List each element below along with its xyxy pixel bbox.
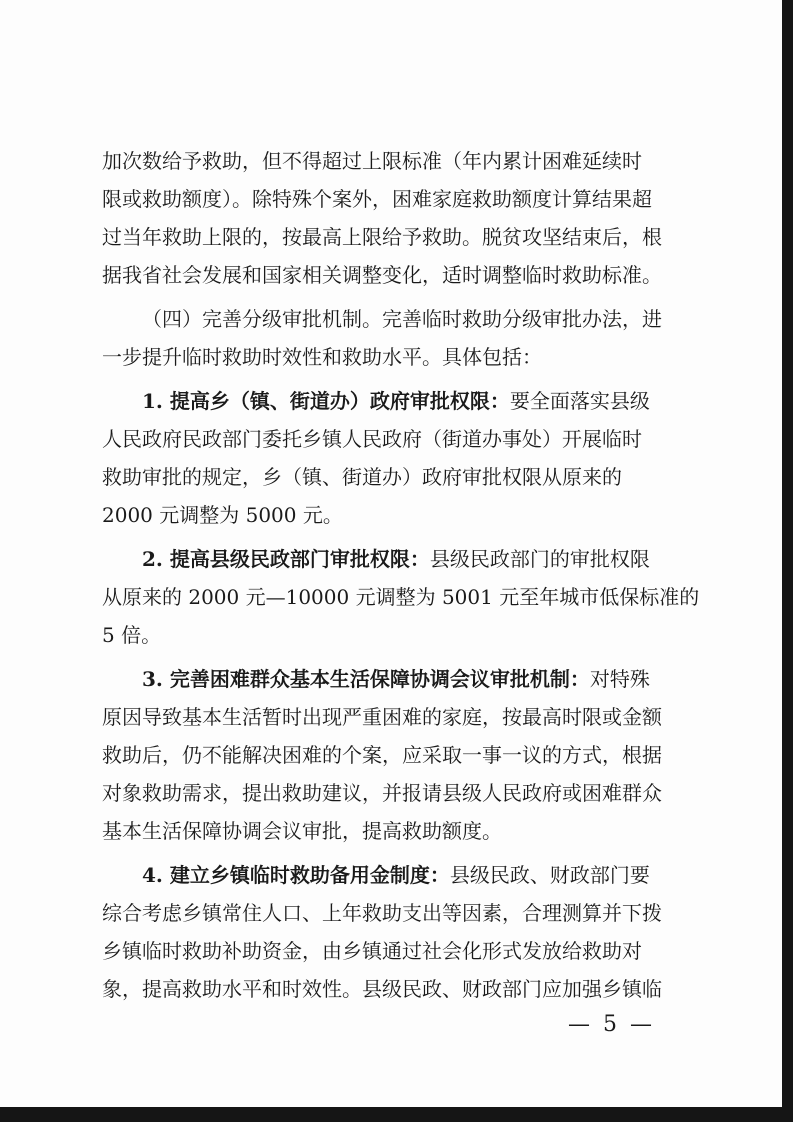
text-line: 限或救助额度）。除特殊个案外，困难家庭救助额度计算结果超 [102,187,652,211]
text-line: 从原来的 2000 元—10000 元调整为 5001 元至年城市低保标准的 [102,585,700,609]
text-line: 过当年救助上限的，按最高上限给予救助。脱贫攻坚结束后，根 [102,225,662,249]
text-line: 5 倍。 [102,623,162,647]
text-line: 乡镇临时救助补助资金，由乡镇通过社会化形式发放给救助对 [102,939,642,963]
item-4-first-line [142,856,680,894]
scan-edge-bottom [0,1107,793,1122]
item-4-text: 县级民政、财政部门要 [449,863,650,887]
section-4-first-line [142,300,680,338]
document-body [102,142,700,1008]
section-4-text: 完善临时救助分级审批办法，进 [382,307,662,331]
text-line: 救助审批的规定，乡（镇、街道办）政府审批权限从原来的 [102,465,622,489]
page-number: — 5 — [568,1012,655,1037]
text-line: 原因导致基本生活暂时出现严重困难的家庭，按最高时限或金额 [102,705,662,729]
item-4-heading: 4. 建立乡镇临时救助备用金制度： [142,863,450,887]
text-line: 对象救助需求，提出救助建议，并报请县级人民政府或困难群众 [102,781,662,805]
item-1-text: 要全面落实县级 [509,389,650,413]
text-line: 人民政府民政部门委托乡镇人民政府（街道办事处）开展临时 [102,427,642,451]
item-2-first-line [142,540,680,578]
scan-edge-right [782,0,793,1122]
item-1-heading: 1. 提高乡（镇、街道办）政府审批权限： [142,389,510,413]
text-line: 据我省社会发展和国家相关调整变化，适时调整临时救助标准。 [102,263,662,287]
item-3-heading: 3. 完善困难群众基本生活保障协调会议审批机制： [142,667,590,691]
text-line: 基本生活保障协调会议审批，提高救助额度。 [102,819,502,843]
text-line: 综合考虑乡镇常住人口、上年救助支出等因素，合理测算并下拨 [102,901,662,925]
text-line: 加次数给予救助，但不得超过上限标准（年内累计困难延续时 [102,149,642,173]
section-4-heading: （四）完善分级审批机制。 [142,307,382,331]
item-3-text: 对特殊 [589,667,650,691]
text-line: 2000 元调整为 5000 元。 [102,503,343,527]
item-2-text: 县级民政部门的审批权限 [429,547,650,571]
text-line: 救助后，仍不能解决困难的个案，应采取一事一议的方式，根据 [102,743,662,767]
text-line: 象，提高救助水平和时效性。县级民政、财政部门应加强乡镇临 [102,977,662,1001]
item-2-heading: 2. 提高县级民政部门审批权限： [142,547,430,571]
text-line: 一步提升临时救助时效性和救助水平。具体包括： [102,345,542,369]
item-3-first-line [142,660,680,698]
item-1-first-line [142,382,680,420]
